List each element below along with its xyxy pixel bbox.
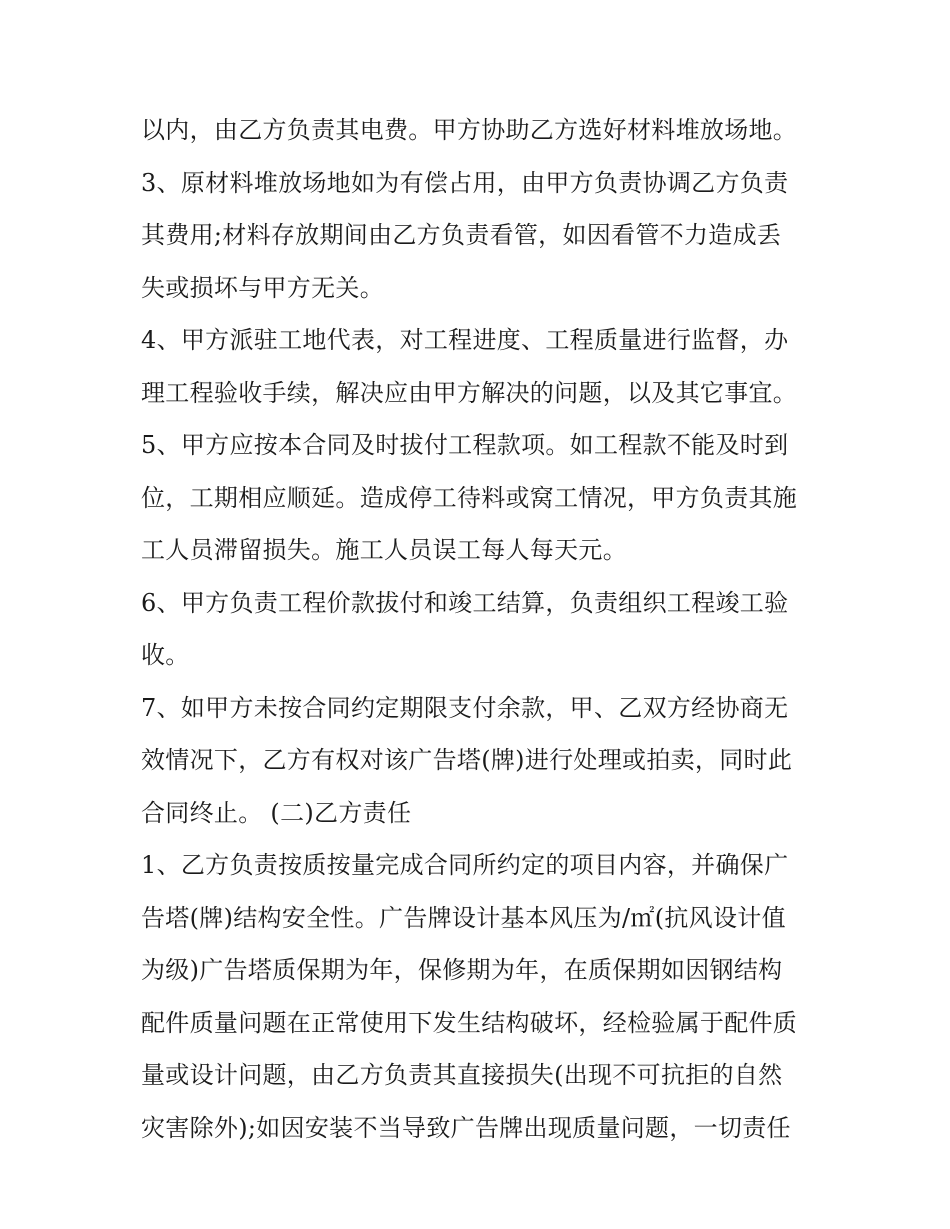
text-line: 告塔(牌)结构安全性。广告牌设计基本风压为/㎡(抗风设计值 [141,903,786,932]
text-line: 效情况下，乙方有权对该广告塔(牌)进行处理或拍卖，同时此 [141,746,793,774]
text-line: 为级)广告塔质保期为年，保修期为年，在质保期如因钢结构 [141,956,783,984]
text-line: 灾害除外);如因安装不当导致广告牌出现质量问题，一切责任 [141,1113,791,1142]
text-line: 合同终止。 (二)乙方责任 [141,798,412,827]
text-line: 工人员滞留损失。施工人员误工每人每天元。 [141,536,627,564]
text-line: 收。 [141,641,190,669]
text-line: 6、甲方负责工程价款拔付和竣工结算，负责组织工程竣工验 [141,588,789,617]
text-line: 其费用;材料存放期间由乙方负责看管，如因看管不力造成丢 [141,221,782,249]
text-line: 7、如甲方未按合同约定期限支付余款，甲、乙双方经协商无 [141,693,789,722]
text-line: 4、甲方派驻工地代表，对工程进度、工程质量进行监督，办 [141,326,789,354]
text-line: 3、原材料堆放场地如为有偿占用，由甲方负责协调乙方负责 [141,168,789,197]
text-line: 1、乙方负责按质按量完成合同所约定的项目内容，并确保广 [141,851,789,879]
text-line: 量或设计问题，由乙方负责其直接损失(出现不可抗拒的自然 [141,1061,783,1089]
text-line: 以内，由乙方负责其电费。甲方协助乙方选好材料堆放场地。 [141,116,798,144]
document-body [141,104,821,1154]
text-line: 理工程验收手续，解决应由甲方解决的问题，以及其它事宜。 [141,378,798,407]
text-line: 失或损坏与甲方无关。 [141,273,384,302]
text-line: 配件质量问题在正常使用下发生结构破坏，经检验属于配件质 [141,1008,798,1037]
text-line: 位，工期相应顺延。造成停工待料或窝工情况，甲方负责其施 [141,483,798,512]
text-line: 5、甲方应按本合同及时拔付工程款项。如工程款不能及时到 [141,431,789,459]
